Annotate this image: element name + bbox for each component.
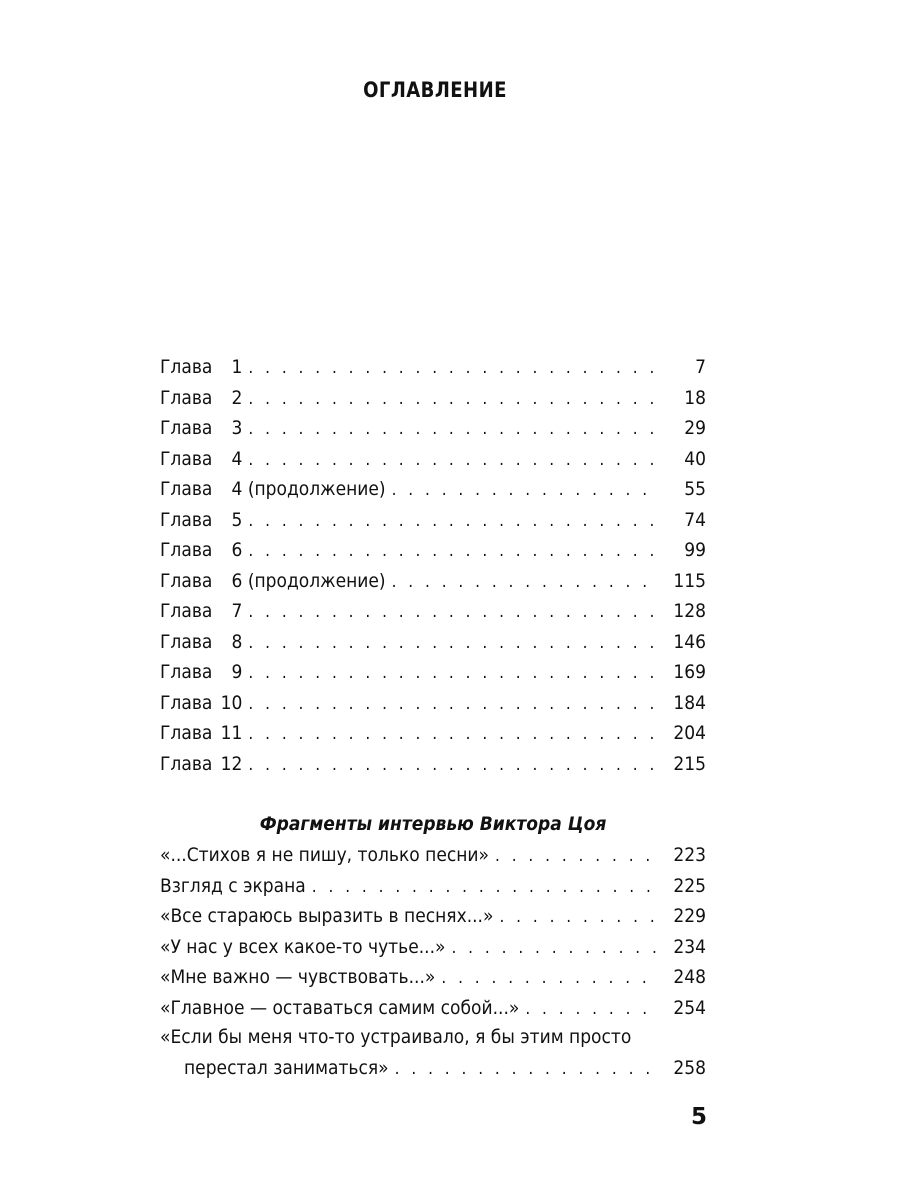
chapter-number: 1 [231, 356, 243, 378]
toc-chapter-entry[interactable] [160, 505, 706, 536]
dot-leader [248, 750, 656, 781]
entry-page-number: 258 [673, 1056, 706, 1079]
entry-page-number: 223 [673, 844, 706, 866]
page-title: ОГЛАВЛЕНИЕ [363, 78, 507, 102]
interview-title: Взгляд с экрана [160, 874, 306, 897]
chapter-word: Глава [160, 722, 213, 744]
dot-leader [495, 841, 656, 872]
entry-page-number: 234 [673, 935, 706, 958]
dot-leader [248, 445, 656, 476]
toc-chapter-entry[interactable] [160, 383, 706, 414]
entry-page-number: 55 [684, 478, 706, 500]
dot-leader [525, 994, 656, 1025]
folio-page-number: 5 [690, 1104, 707, 1130]
chapter-suffix: (продолжение) [242, 478, 386, 500]
entry-title-line-2: перестал заниматься» [184, 1056, 389, 1079]
dot-leader [441, 963, 656, 994]
chapter-suffix: (продолжение) [242, 569, 386, 592]
chapter-number: 12 [220, 752, 243, 775]
chapter-word: Глава [160, 447, 213, 470]
dot-leader [248, 506, 656, 537]
chapter-label [160, 352, 242, 383]
chapter-word: Глава [160, 478, 213, 500]
chapter-number: 4 [231, 447, 243, 470]
toc-entry [160, 1053, 706, 1084]
chapter-word: Глава [160, 569, 213, 592]
section-title: Фрагменты интервью Виктора Цоя [259, 813, 607, 835]
dot-leader [248, 414, 656, 445]
chapter-label [160, 505, 242, 536]
chapter-number: 7 [231, 600, 243, 622]
chapter-word: Глава [160, 661, 213, 683]
toc-chapter-entry[interactable] [160, 535, 706, 566]
chapter-word: Глава [160, 691, 213, 714]
interview-title: «Мне важно — чувствовать...» [160, 966, 436, 988]
entry-page-number: 18 [684, 386, 706, 409]
interview-list [160, 840, 706, 1023]
chapter-label [160, 383, 242, 414]
entry-page-number: 99 [684, 539, 706, 561]
entry-page-number: 74 [684, 508, 706, 531]
entry-page-number: 204 [673, 722, 706, 744]
interview-title: «У нас у всех какое-то чутье...» [160, 935, 446, 958]
toc-entry-text [160, 1022, 706, 1053]
dot-leader [248, 628, 656, 659]
dot-leader [248, 384, 656, 415]
toc-interview-entry[interactable] [160, 901, 706, 932]
entry-page-number: 215 [673, 752, 706, 775]
toc-chapter-entry[interactable] [160, 413, 706, 444]
chapter-word: Глава [160, 386, 213, 409]
toc-chapter-entry[interactable] [160, 596, 706, 627]
chapter-number: 6 [231, 539, 243, 561]
toc-chapter-entry[interactable] [160, 718, 706, 749]
chapter-label [160, 566, 386, 597]
chapter-word: Глава [160, 417, 213, 439]
chapter-label [160, 688, 242, 719]
dot-leader [499, 902, 656, 933]
toc-interview-entry[interactable] [160, 993, 706, 1024]
entry-page-number: 254 [673, 996, 706, 1019]
dot-leader [312, 872, 656, 903]
entry-page-number: 29 [684, 417, 706, 439]
toc-chapter-entry[interactable] [160, 474, 706, 505]
dot-leader [248, 536, 656, 567]
toc-interview-entry[interactable] [160, 871, 706, 902]
toc-chapter-entry[interactable] [160, 352, 706, 383]
chapter-word: Глава [160, 539, 213, 561]
dot-leader [248, 689, 656, 720]
toc-chapter-entry[interactable] [160, 688, 706, 719]
chapter-number: 2 [231, 386, 243, 409]
chapter-label [160, 535, 242, 566]
dot-leader [248, 353, 656, 384]
chapter-number: 10 [220, 691, 243, 714]
chapter-label [160, 474, 386, 505]
toc-interview-entry[interactable] [160, 840, 706, 871]
chapter-number: 6 [231, 569, 243, 592]
dot-leader [451, 933, 656, 964]
interview-title: «Все стараюсь выразить в песнях...» [160, 905, 494, 927]
toc-interview-entry[interactable] [160, 962, 706, 993]
dot-leader [248, 719, 656, 750]
dot-leader [392, 475, 656, 506]
chapter-label [160, 749, 242, 780]
chapter-word: Глава [160, 630, 213, 653]
chapter-number: 3 [231, 417, 243, 439]
chapter-label [160, 627, 242, 658]
entry-page-number: 7 [695, 356, 706, 378]
chapter-number: 8 [231, 630, 243, 653]
chapter-word: Глава [160, 600, 213, 622]
chapter-number: 5 [231, 508, 243, 531]
chapter-number: 11 [220, 722, 243, 744]
chapter-label [160, 657, 242, 688]
toc-chapter-entry[interactable] [160, 627, 706, 658]
chapter-number: 4 [231, 478, 243, 500]
entry-page-number: 169 [673, 661, 706, 683]
interview-title: «Главное — оставаться самим собой...» [160, 996, 520, 1019]
toc-chapter-entry[interactable] [160, 566, 706, 597]
chapter-label [160, 444, 242, 475]
chapter-word: Глава [160, 752, 213, 775]
entry-page-number: 229 [673, 905, 706, 927]
chapter-word: Глава [160, 508, 213, 531]
entry-page-number: 248 [673, 966, 706, 988]
last-interview-entry[interactable] [160, 1022, 706, 1083]
entry-page-number: 146 [673, 630, 706, 653]
entry-page-number: 128 [673, 600, 706, 622]
chapter-list [160, 352, 706, 779]
entry-page-number: 184 [673, 691, 706, 714]
entry-page-number: 225 [673, 874, 706, 897]
entry-title-line-1: «Если бы меня что-то устраивало, я бы этим просто [160, 1026, 632, 1048]
toc-interview-entry[interactable] [160, 932, 706, 963]
entry-page-number: 40 [684, 447, 706, 470]
dot-leader [395, 1054, 656, 1085]
entry-page-number: 115 [673, 569, 706, 592]
interview-title: «...Стихов я не пишу, только песни» [160, 844, 489, 866]
toc-chapter-entry[interactable] [160, 657, 706, 688]
chapter-number: 9 [231, 661, 243, 683]
toc-chapter-entry[interactable] [160, 749, 706, 780]
toc-chapter-entry[interactable] [160, 444, 706, 475]
chapter-label [160, 596, 242, 627]
chapter-word: Глава [160, 356, 213, 378]
dot-leader [248, 597, 656, 628]
chapter-label [160, 413, 242, 444]
dot-leader [392, 567, 656, 598]
dot-leader [248, 658, 656, 689]
chapter-label [160, 718, 242, 749]
